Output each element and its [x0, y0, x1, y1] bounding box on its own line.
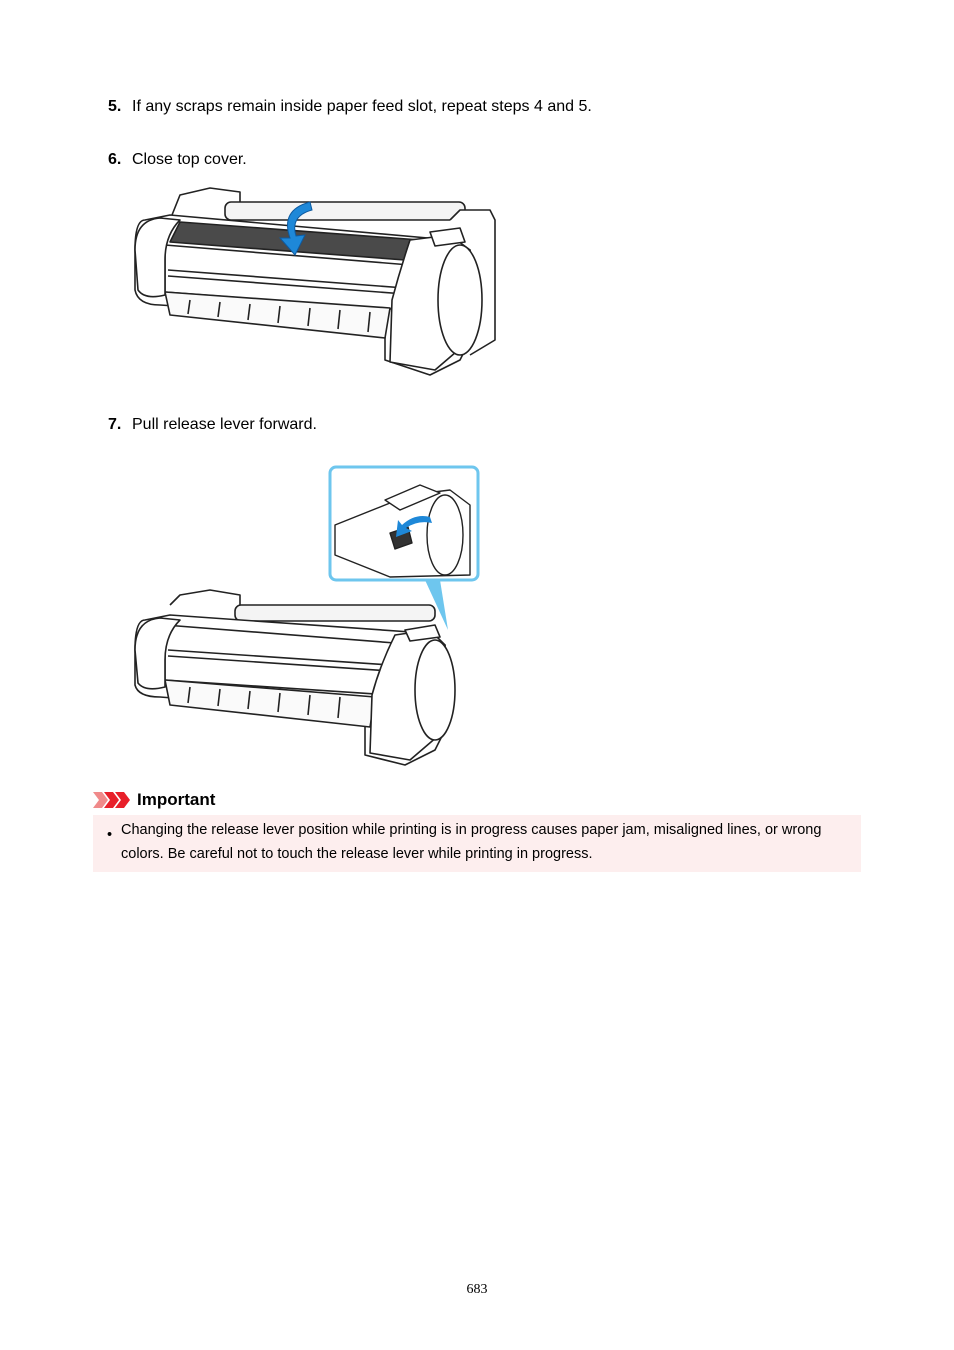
step-6: [108, 150, 247, 170]
step-number: 6.: [108, 151, 122, 168]
printer-close-cover-illustration: [130, 180, 502, 380]
important-chevrons-icon: [93, 792, 131, 808]
step-number: 5.: [108, 98, 122, 115]
important-text: Changing the release lever position while printing is in progress causes paper jam, misaligned lines, or wrong colors. Be careful not to touch the release lever while printing in progress.: [121, 822, 822, 862]
page-number: 683: [466, 1282, 488, 1297]
important-title: Important: [137, 790, 216, 809]
printer-release-lever-illustration: [130, 465, 482, 770]
important-box: [93, 815, 861, 872]
important-header: [93, 790, 215, 810]
bullet: •: [107, 827, 113, 843]
step-number: 7.: [108, 416, 122, 433]
step-text: Close top cover.: [132, 151, 247, 168]
step-7: [108, 415, 317, 435]
step-text: Pull release lever forward.: [132, 416, 317, 433]
step-text: If any scraps remain inside paper feed slot, repeat steps 4 and 5.: [132, 98, 592, 115]
step-5: [108, 97, 592, 117]
